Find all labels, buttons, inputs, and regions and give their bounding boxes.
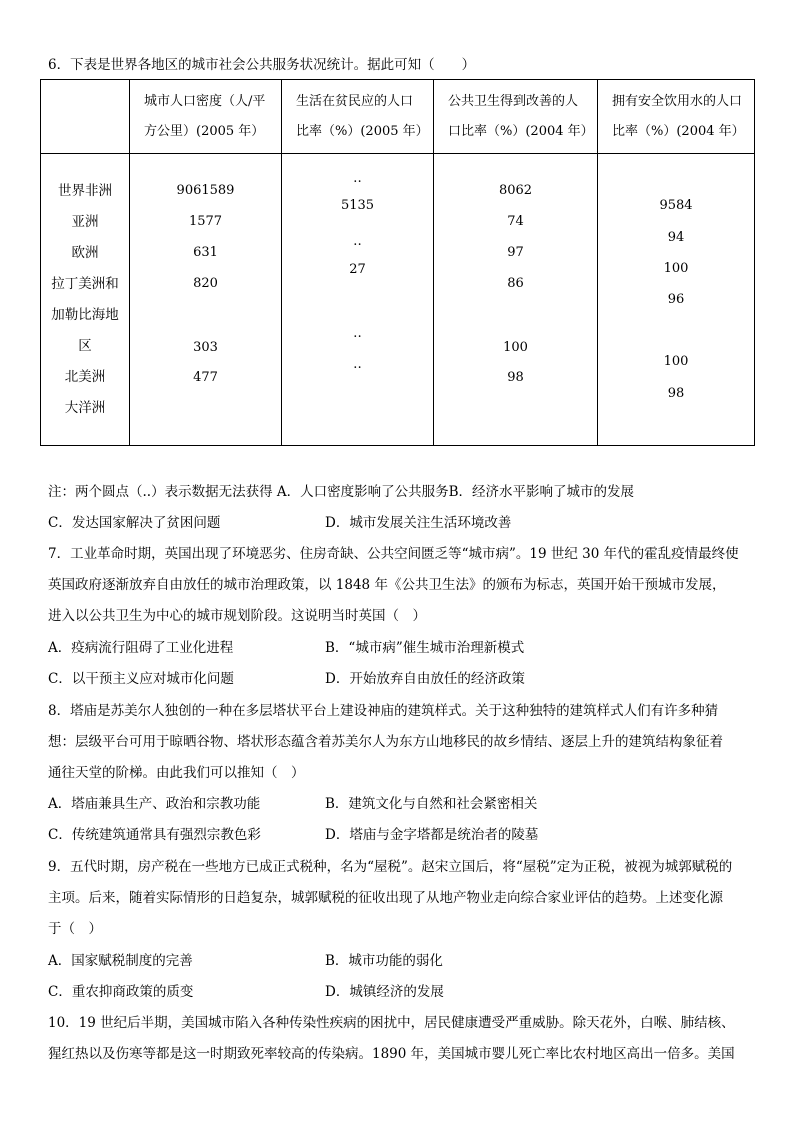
table-cell: 94 [667, 230, 685, 245]
region-label: 北美洲 [64, 369, 106, 385]
header-region [41, 80, 130, 154]
table-cell: 5135 [340, 198, 375, 213]
region-label: 世界非洲 [58, 183, 112, 199]
q8-option-d[interactable]: D．塔庙与金字塔都是统治者的陵墓 [325, 827, 539, 843]
table-header-row [41, 80, 755, 154]
table-cell: 477 [193, 370, 218, 385]
q9-option-c[interactable]: C．重农抑商政策的质变 [48, 984, 194, 1000]
q9-line-2: 主项。后来，随着实际情形的日趋复杂，城郭赋税的征收出现了从地产物业走向综合家业评估的趋势。上述变化源 [48, 890, 723, 906]
header-slum: 生活在贫民应的人口 比率（%）(2005 年） [282, 80, 434, 154]
region-label: 欧洲 [71, 245, 99, 261]
table-cell: 9584 [659, 198, 693, 213]
table-cell: 96 [667, 292, 685, 307]
region-label: 亚洲 [71, 214, 99, 230]
q9-option-b[interactable]: B．城市功能的弱化 [325, 953, 443, 969]
q8-line-2: 想：层级平台可用于晾晒谷物、塔状形态蕴含着苏美尔人为东方山地移民的故乡情结、逐层上升的建筑结构象征着 [48, 734, 723, 750]
q8-line-3: 通往天堂的阶梯。由此我们可以推知（ ） [48, 765, 305, 781]
q9-line-1: 9．五代时期，房产税在一些地方已成正式税种，名为“屋税”。赵宋立国后，将“屋税”定为正税，被视为城郭赋税的 [48, 859, 733, 875]
table-row [41, 154, 755, 446]
table-cell: 631 [193, 245, 218, 260]
q9-option-d[interactable]: D．城镇经济的发展 [325, 984, 444, 1000]
table-cell: 8062 [498, 183, 533, 198]
q7-option-d[interactable]: D．开始放弃自由放任的经济政策 [325, 671, 525, 687]
table-cell: ‥ [353, 326, 362, 341]
city-service-table [40, 79, 755, 446]
table-cell: 100 [663, 261, 689, 276]
table-cell: 97 [507, 245, 524, 260]
q7-line-2: 英国政府逐渐放弃自由放任的城市治理政策，以 1848 年《公共卫生法》的颁布为标志，英国开始干预城市发展， [48, 577, 726, 593]
table-cell: 100 [663, 354, 689, 369]
table-cell: 820 [193, 276, 218, 291]
q6-option-c[interactable]: C．发达国家解决了贫困问题 [48, 515, 221, 531]
q6-option-d[interactable]: D．城市发展关注生活环境改善 [325, 515, 512, 531]
table-cell: ‥ [353, 171, 362, 186]
header-density: 城市人口密度（人/平 方公里）(2005 年） [130, 80, 282, 154]
table-cell: 86 [507, 276, 524, 291]
q8-option-c[interactable]: C．传统建筑通常具有强烈宗教色彩 [48, 827, 261, 843]
table-cell: 100 [503, 340, 528, 355]
slum-column [282, 154, 434, 446]
table-cell: ‥ [353, 234, 362, 249]
sanitation-column [434, 154, 598, 446]
table-cell: 98 [667, 386, 685, 401]
table-cell: 303 [193, 340, 218, 355]
q6-note: 注：两个圆点（..）表示数据无法获得 A．人口密度影响了公共服务B．经济水平影响了城市的发展 [48, 484, 635, 500]
density-column [130, 154, 282, 446]
table-cell: ‥ [353, 357, 362, 372]
region-label: 拉丁美洲和 [51, 276, 119, 292]
region-label: 加勒比海地 [51, 307, 119, 323]
q8-line-1: 8．塔庙是苏美尔人独创的一种在多层塔状平台上建设神庙的建筑样式。关于这种独特的建筑样式人们有许多种猜 [48, 703, 719, 719]
q8-option-b[interactable]: B．建筑文化与自然和社会紧密相关 [325, 796, 538, 812]
header-sanitation: 公共卫生得到改善的人 口比率（%）(2004 年） [434, 80, 598, 154]
region-label: 大洋洲 [64, 400, 106, 416]
q7-option-a[interactable]: A．疫病流行阻碍了工业化进程 [48, 640, 234, 656]
q9-option-a[interactable]: A．国家赋税制度的完善 [48, 953, 193, 969]
q10-line-2: 猩红热以及伤寒等都是这一时期致死率较高的传染病。1890 年，美国城市婴儿死亡率比农村地区高出一倍多。美国 [48, 1046, 735, 1062]
region-label: 区 [78, 338, 92, 354]
q7-option-c[interactable]: C．以干预主义应对城市化问题 [48, 671, 234, 687]
table-cell: 1577 [188, 214, 223, 229]
table-cell: 9061589 [176, 183, 235, 198]
header-water: 拥有安全饮用水的人口 比率（%）(2004 年） [598, 80, 755, 154]
q8-option-a[interactable]: A．塔庙兼具生产、政治和宗教功能 [48, 796, 261, 812]
table-cell: 27 [349, 262, 366, 277]
region-column [41, 154, 130, 446]
q9-line-3: 于（ ） [48, 921, 102, 937]
q7-line-3: 进入以公共卫生为中心的城市规划阶段。这说明当时英国（ ） [48, 608, 426, 624]
q7-option-b[interactable]: B．“城市病”催生城市治理新模式 [325, 640, 525, 656]
table-cell: 98 [507, 370, 524, 385]
table-cell: 74 [507, 214, 524, 229]
water-column [598, 154, 755, 446]
q7-line-1: 7．工业革命时期，英国出现了环境恶劣、住房奇缺、公共空间匮乏等“城市病”。19 世纪 30 年代的霍乱疫情最终使 [48, 546, 739, 562]
q6-stem: 6．下表是世界各地区的城市社会公共服务状况统计。据此可知（ ） [48, 57, 476, 73]
q10-line-1: 10．19 世纪后半期，美国城市陷入各种传染性疾病的困扰中，居民健康遭受严重威胁。除天花外，白喉、肺结核、 [48, 1015, 735, 1031]
